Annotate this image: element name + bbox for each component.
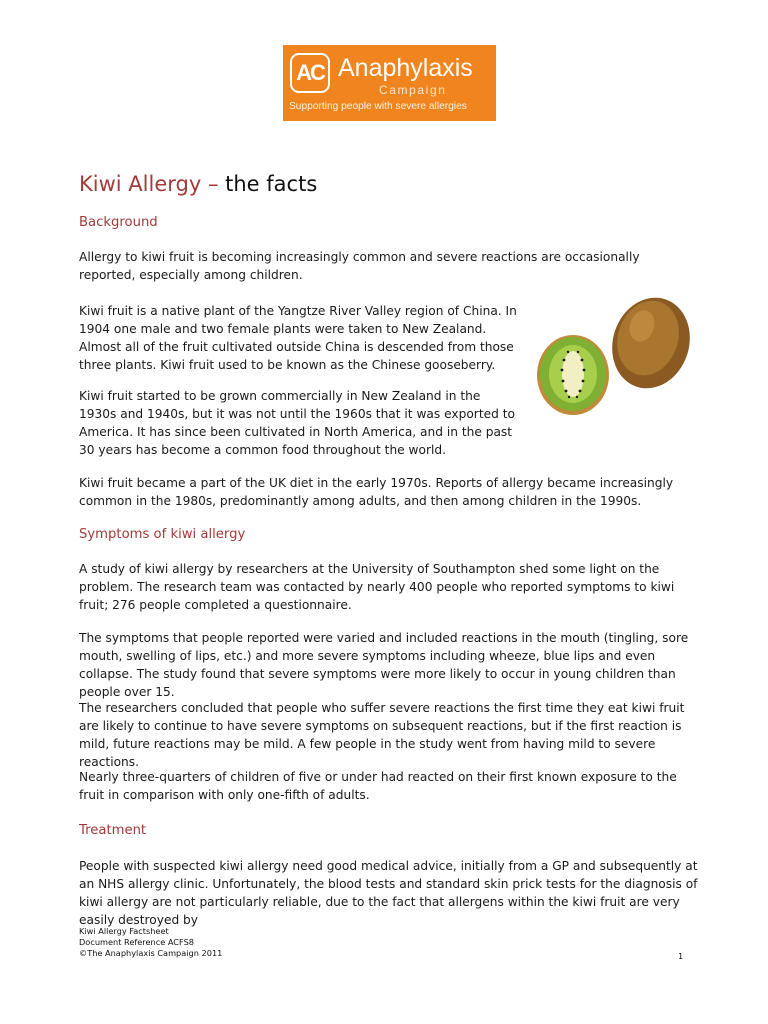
heading-background: Background	[79, 215, 158, 230]
kiwi-fruit-image	[528, 290, 698, 420]
logo-badge: AC	[290, 53, 330, 93]
heading-treatment: Treatment	[79, 823, 147, 838]
background-paragraph-4: Kiwi fruit became a part of the UK diet in the early 1970s. Reports of allergy became increasingly common in the 1980s, predominantly among adults, and then among children in the 1990s.	[79, 476, 674, 508]
heading-symptoms: Symptoms of kiwi allergy	[79, 527, 246, 542]
page-number: 1	[678, 951, 684, 961]
background-paragraph-2: Kiwi fruit is a native plant of the Yangtze River Valley region of China. In 1904 one male and two female plants were taken to New Zealand. Almost all of the fruit cultivated outside China is descended from those three plants. Kiwi fruit used to be known as the Chinese gooseberry.	[79, 304, 517, 372]
treatment-paragraph-1: People with suspected kiwi allergy need good medical advice, initially from a GP and subsequently at an NHS allergy clinic. Unfortunately, the blood tests and standard skin prick tests for the diagnosis of kiwi allergy are not particularly reliable, due to the fact that allergens within the kiwi fruit are very easily destroyed by	[79, 859, 698, 927]
footer-line-3: ©The Anaphylaxis Campaign 2011	[79, 948, 223, 958]
symptoms-paragraph-4: Nearly three-quarters of children of five or under had reacted on their first known exposure to the fruit in comparison with only one-fifth of adults.	[79, 770, 677, 802]
page-title	[79, 169, 317, 199]
document-footer	[79, 926, 222, 959]
anaphylaxis-campaign-logo	[283, 45, 496, 121]
logo-subname: Campaign	[379, 83, 447, 97]
symptoms-paragraph-2: The symptoms that people reported were varied and included reactions in the mouth (tingling, sore mouth, swelling of lips, etc.) and more severe symptoms including wheeze, blue lips and even collapse. The study found that severe symptoms were more likely to occur in young children than people over 15.	[79, 631, 689, 699]
background-paragraph-3: Kiwi fruit started to be grown commercially in New Zealand in the 1930s and 1940s, but it was not until the 1960s that it was exported to America. It has since been cultivated in North America, and in the past 30 years has become a common food throughout the world.	[79, 389, 515, 457]
background-paragraph-1: Allergy to kiwi fruit is becoming increasingly common and severe reactions are occasionally reported, especially among children.	[79, 250, 640, 282]
symptoms-paragraph-3: The researchers concluded that people who suffer severe reactions the first time they eat kiwi fruit are likely to continue to have severe symptoms on subsequent reactions, but if the first reaction is mild, future reactions may be mild. A few people in the study went from having mild to severe reactions.	[79, 701, 685, 769]
footer-line-1: Kiwi Allergy Factsheet	[79, 926, 169, 936]
symptoms-paragraph-1: A study of kiwi allergy by researchers at the University of Southampton shed some light on the problem. The research team was contacted by nearly 400 people who reported symptoms to kiwi fruit; 276 people completed a questionnaire.	[79, 562, 675, 612]
footer-line-2: Document Reference ACFS8	[79, 937, 194, 947]
title-part-1: Kiwi Allergy –	[79, 172, 219, 196]
title-part-2: the facts	[225, 172, 318, 196]
logo-name: Anaphylaxis	[338, 54, 473, 82]
logo-tagline: Supporting people with severe allergies	[289, 101, 467, 112]
